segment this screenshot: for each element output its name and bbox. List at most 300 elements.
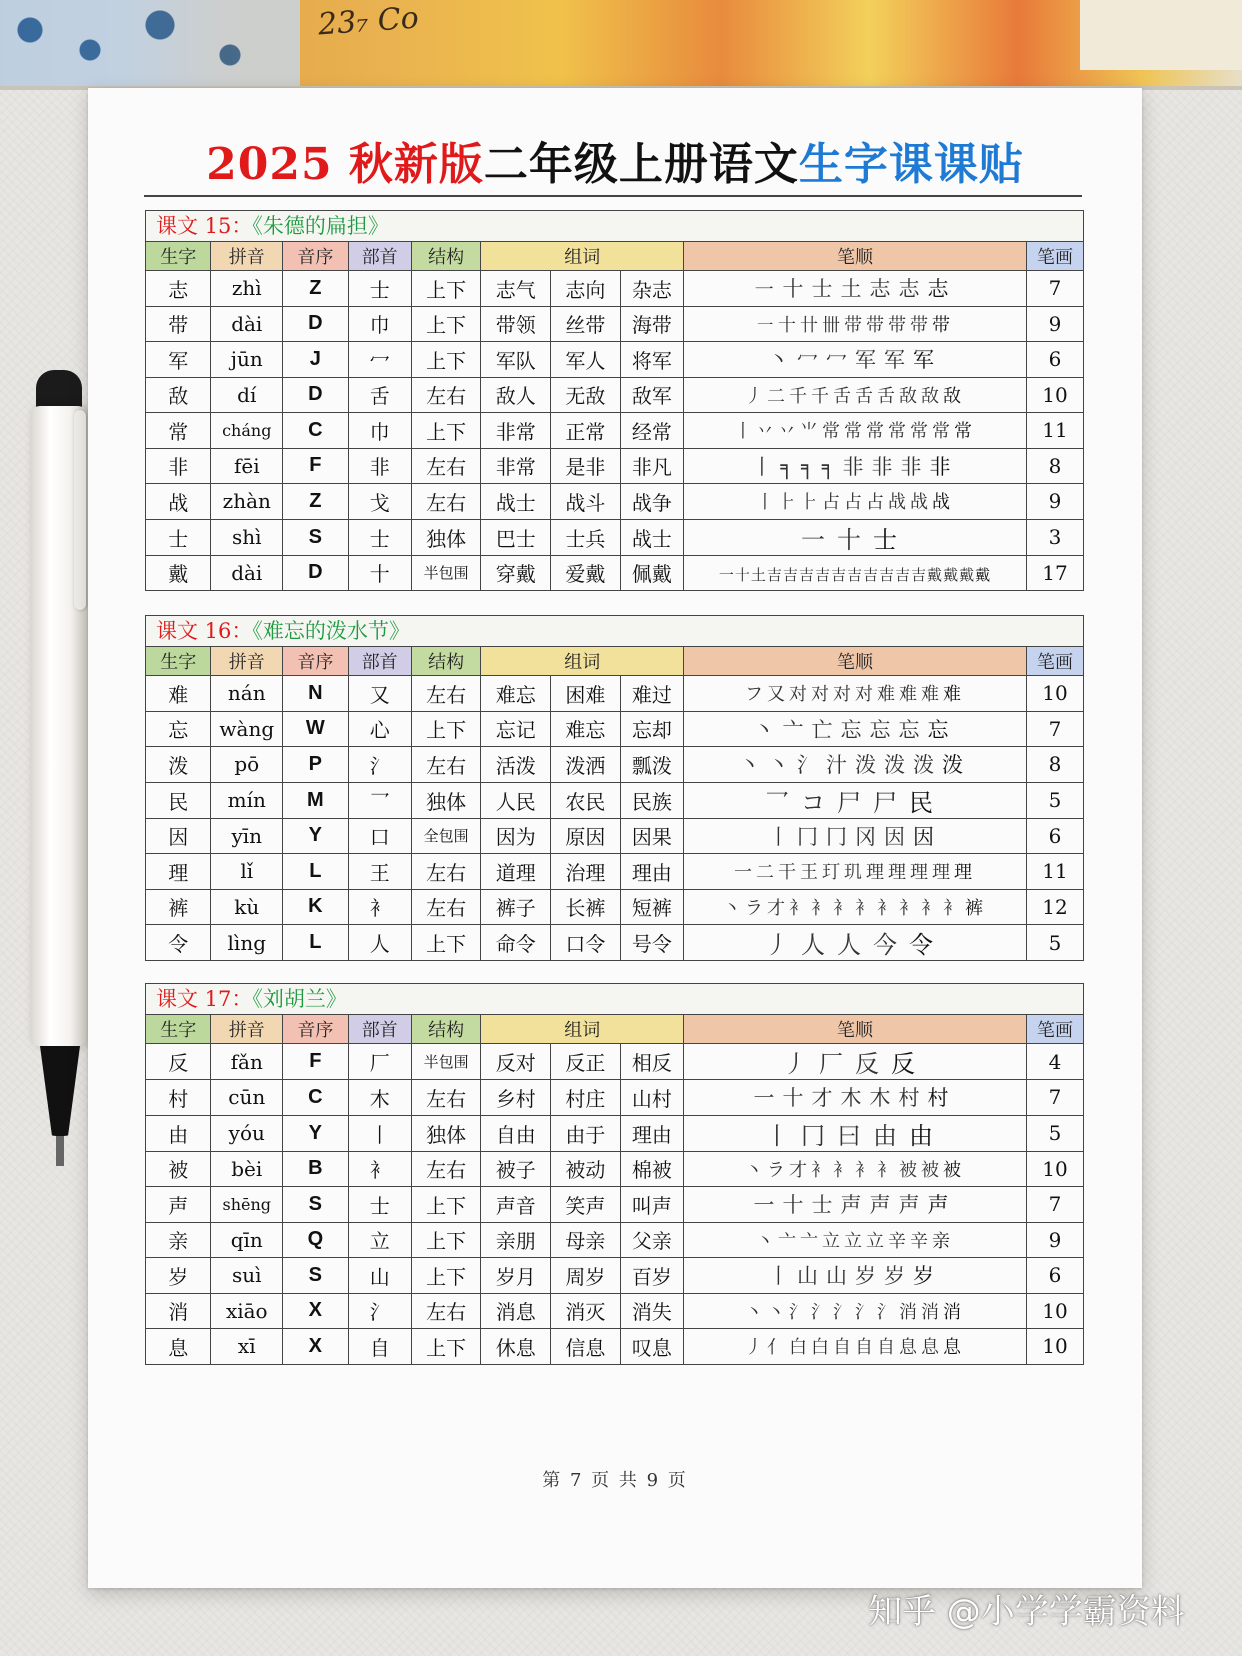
stroke-step: 理: [931, 862, 950, 884]
radical-cell: 十: [348, 555, 411, 591]
stroke-step: 丶: [744, 1301, 763, 1323]
word-cell: 人民: [481, 782, 551, 818]
initial-cell: B: [283, 1151, 348, 1187]
stroke-step: 一: [800, 525, 825, 554]
radical-cell: 王: [348, 854, 411, 890]
table-row: [146, 889, 1084, 925]
pinyin-cell: jūn: [211, 342, 283, 378]
stroke-step: 二: [766, 385, 785, 407]
word-cell: 休息: [481, 1329, 551, 1365]
stroke-step: 衤: [876, 1159, 895, 1181]
stroke-step: 常: [843, 421, 862, 443]
stroke-step: 理: [909, 862, 928, 884]
stroke-step: 衤: [788, 897, 807, 919]
word-cell: 志向: [551, 271, 621, 307]
stroke-step: 吉: [895, 565, 911, 584]
stroke-step: 才: [788, 1159, 807, 1181]
pinyin-cell: lǐ: [211, 854, 283, 890]
stroke-step: 一: [718, 565, 734, 584]
stroke-step: 厂: [818, 1050, 843, 1078]
stroke-order-cell: [684, 1293, 1027, 1329]
word-cell: 自由: [481, 1115, 551, 1151]
word-cell: 活泼: [481, 747, 551, 783]
stroke-step: 志: [927, 277, 949, 302]
character-table: [145, 1014, 1084, 1365]
structure-cell: 左右: [411, 854, 481, 890]
stroke-step: 吉: [814, 565, 830, 584]
stroke-step: 令: [908, 931, 933, 959]
stroke-step: 泼: [854, 753, 876, 778]
stroke-step: フ: [744, 684, 763, 706]
paper-card-decor: [1080, 0, 1242, 70]
stroke-step: 被: [942, 1159, 961, 1181]
column-header-bh: 笔画: [1026, 1015, 1083, 1044]
pinyin-cell: mín: [211, 782, 283, 818]
stroke-step: 又: [766, 684, 785, 706]
stroke-step: 立: [821, 1230, 840, 1252]
stroke-step: 氵: [796, 753, 818, 778]
table-row: [146, 271, 1084, 307]
pinyin-cell: fǎn: [211, 1044, 283, 1080]
stroke-step: 带: [931, 314, 950, 336]
structure-cell: 上下: [411, 1258, 481, 1294]
table-row: [146, 1187, 1084, 1223]
stroke-step: 忘: [898, 717, 920, 742]
column-header-py: 拼音: [211, 242, 283, 271]
stroke-step: 十: [777, 314, 796, 336]
lesson-title: [145, 210, 1084, 241]
stroke-step: 丿: [744, 385, 763, 407]
table-row: [146, 747, 1084, 783]
word-cell: 士兵: [551, 519, 621, 555]
stroke-step: 千: [810, 385, 829, 407]
stroke-step: 干: [777, 862, 796, 884]
column-header-jg: 结构: [411, 242, 481, 271]
structure-cell: 左右: [411, 747, 481, 783]
initial-cell: D: [283, 306, 348, 342]
initial-cell: X: [283, 1329, 348, 1365]
initial-cell: J: [283, 342, 348, 378]
stroke-step: 十: [782, 1086, 804, 1111]
column-header-bs: 部首: [348, 242, 411, 271]
stroke-order-cell: [684, 519, 1027, 555]
stroke-step: 息: [920, 1337, 939, 1359]
structure-cell: 上下: [411, 711, 481, 747]
stroke-step: 泼: [883, 753, 905, 778]
char-cell: 令: [146, 925, 211, 961]
stroke-order-cell: [684, 1080, 1027, 1116]
structure-cell: 左右: [411, 448, 481, 484]
stroke-step: 难: [920, 684, 939, 706]
stroke-step: 亠: [782, 717, 804, 742]
radical-cell: 山: [348, 1258, 411, 1294]
initial-cell: S: [283, 1258, 348, 1294]
stroke-step: 志: [898, 277, 920, 302]
word-cell: 相反: [620, 1044, 683, 1080]
char-cell: 反: [146, 1044, 211, 1080]
stroke-step: 一: [733, 862, 752, 884]
top-photo-strip: [0, 0, 1242, 90]
word-cell: 消失: [620, 1293, 683, 1329]
word-cell: 是非: [551, 448, 621, 484]
column-header-zc: 组词: [481, 1015, 684, 1044]
word-cell: 叹息: [620, 1329, 683, 1365]
stroke-step: 玎: [821, 862, 840, 884]
radical-cell: 又: [348, 676, 411, 712]
stroke-step: 丨: [755, 492, 774, 514]
word-cell: 瓢泼: [620, 747, 683, 783]
lesson-number: 课文 16：: [156, 619, 253, 643]
word-cell: 信息: [551, 1329, 621, 1365]
radical-cell: 立: [348, 1222, 411, 1258]
stroke-step: 敌: [942, 385, 961, 407]
stroke-step: 一: [753, 1193, 775, 1218]
stroke-step: 息: [942, 1337, 961, 1359]
stroke-step: 常: [953, 421, 972, 443]
stroke-step: 丶: [722, 897, 741, 919]
table-row: [146, 484, 1084, 520]
word-cell: 战争: [620, 484, 683, 520]
stroke-step: 常: [887, 421, 906, 443]
stroke-step: 舌: [832, 385, 851, 407]
zhihu-watermark: 知乎 @小学学霸资料: [868, 1592, 1185, 1632]
char-cell: 忘: [146, 711, 211, 747]
stroke-step: 因: [912, 824, 934, 849]
stroke-step: 丿: [764, 931, 789, 959]
column-header-zi: 生字: [146, 1015, 211, 1044]
stroke-step: 冖: [796, 348, 818, 373]
structure-cell: 上下: [411, 413, 481, 449]
word-cell: 命令: [481, 925, 551, 961]
word-cell: 丝带: [551, 306, 621, 342]
lesson-block: [145, 983, 1084, 1365]
pinyin-cell: nán: [211, 676, 283, 712]
column-header-yx: 音序: [283, 647, 348, 676]
stroke-step: 木: [840, 1086, 862, 1111]
stroke-step: 丶: [753, 717, 775, 742]
stroke-step: 吉: [911, 565, 927, 584]
radical-cell: 丨: [348, 1115, 411, 1151]
radical-cell: 口: [348, 818, 411, 854]
word-cell: 难过: [620, 676, 683, 712]
stroke-step: 汁: [825, 753, 847, 778]
stroke-step: 戴: [943, 565, 959, 584]
table-row: [146, 1080, 1084, 1116]
word-cell: 治理: [551, 854, 621, 890]
stroke-step: 戴: [959, 565, 975, 584]
stroke-step: 戴: [927, 565, 943, 584]
initial-cell: S: [283, 519, 348, 555]
pinyin-cell: xī: [211, 1329, 283, 1365]
word-cell: 非常: [481, 448, 551, 484]
stroke-step: 自: [876, 1337, 895, 1359]
pinyin-cell: dí: [211, 377, 283, 413]
stroke-step: 吉: [798, 565, 814, 584]
lesson-title: [145, 615, 1084, 646]
word-cell: 因果: [620, 818, 683, 854]
pinyin-cell: pō: [211, 747, 283, 783]
word-cell: 民族: [620, 782, 683, 818]
column-header-bh: 笔画: [1026, 647, 1083, 676]
word-cell: 难忘: [551, 711, 621, 747]
word-cell: 忘记: [481, 711, 551, 747]
word-cell: 消灭: [551, 1293, 621, 1329]
structure-cell: 上下: [411, 1187, 481, 1223]
stroke-step: 带: [887, 314, 906, 336]
stroke-step: 丷: [755, 421, 774, 443]
word-cell: 岁月: [481, 1258, 551, 1294]
stroke-step: 非: [871, 454, 893, 479]
table-row: [146, 342, 1084, 378]
lesson-title: [145, 983, 1084, 1014]
lesson-block: [145, 210, 1084, 591]
stroke-step: 亲: [931, 1230, 950, 1252]
structure-cell: 独体: [411, 782, 481, 818]
word-cell: 敌人: [481, 377, 551, 413]
stroke-step: 衤: [854, 1159, 873, 1181]
word-cell: 战士: [620, 519, 683, 555]
radical-cell: 士: [348, 271, 411, 307]
stroke-count-cell: 7: [1026, 1187, 1083, 1223]
word-cell: 巴士: [481, 519, 551, 555]
column-header-bs: 部首: [348, 647, 411, 676]
word-cell: 理由: [620, 854, 683, 890]
char-cell: 村: [146, 1080, 211, 1116]
stroke-step: 丨: [733, 421, 752, 443]
word-cell: 笑声: [551, 1187, 621, 1223]
stroke-count-cell: 8: [1026, 747, 1083, 783]
stroke-order-cell: [684, 1151, 1027, 1187]
structure-cell: 左右: [411, 1151, 481, 1187]
stroke-count-cell: 10: [1026, 676, 1083, 712]
stroke-step: ㇐: [755, 314, 774, 336]
stroke-step: 白: [788, 1337, 807, 1359]
page-number: 第 7 页 共 9 页: [542, 1470, 688, 1491]
structure-cell: 独体: [411, 1115, 481, 1151]
stroke-step: 丨: [764, 1121, 789, 1150]
stroke-order-cell: [684, 377, 1027, 413]
stroke-step: ⺊: [799, 492, 818, 514]
stroke-count-cell: 7: [1026, 1080, 1083, 1116]
word-cell: 军人: [551, 342, 621, 378]
word-cell: 忘却: [620, 711, 683, 747]
stroke-step: 才: [811, 1086, 833, 1111]
structure-cell: 左右: [411, 377, 481, 413]
pinyin-cell: yīn: [211, 818, 283, 854]
table-row: [146, 1293, 1084, 1329]
column-header-jg: 结构: [411, 647, 481, 676]
stroke-step: 带: [865, 314, 884, 336]
stroke-order-cell: [684, 1187, 1027, 1223]
stroke-order-cell: [684, 306, 1027, 342]
pinyin-cell: shēng: [211, 1187, 283, 1223]
stroke-count-cell: 8: [1026, 448, 1083, 484]
word-cell: 声音: [481, 1187, 551, 1223]
word-cell: 消息: [481, 1293, 551, 1329]
word-cell: 佩戴: [620, 555, 683, 591]
stroke-step: ╕: [801, 454, 814, 479]
title-divider: [144, 195, 1082, 197]
stroke-count-cell: 10: [1026, 1293, 1083, 1329]
column-header-zc: 组词: [481, 647, 684, 676]
pinyin-cell: yóu: [211, 1115, 283, 1151]
table-row: [146, 448, 1084, 484]
char-cell: 由: [146, 1115, 211, 1151]
stroke-step: ラ: [766, 1159, 785, 1181]
pinyin-cell: lìng: [211, 925, 283, 961]
stroke-count-cell: 6: [1026, 1258, 1083, 1294]
stroke-step: 衤: [832, 897, 851, 919]
pen-clip: [74, 410, 86, 610]
stroke-step: 辛: [887, 1230, 906, 1252]
stroke-order-cell: [684, 676, 1027, 712]
table-row: [146, 306, 1084, 342]
pinyin-cell: suì: [211, 1258, 283, 1294]
word-cell: 村庄: [551, 1080, 621, 1116]
stroke-step: 土: [840, 277, 862, 302]
char-cell: 难: [146, 676, 211, 712]
word-cell: 长裤: [551, 889, 621, 925]
stroke-step: 氵: [788, 1301, 807, 1323]
pinyin-cell: zhàn: [211, 484, 283, 520]
stroke-step: 敌: [898, 385, 917, 407]
table-row: [146, 1222, 1084, 1258]
radical-cell: 巾: [348, 306, 411, 342]
table-row: [146, 555, 1084, 591]
table-row: [146, 1258, 1084, 1294]
strip-handwriting: 23₇ Co: [316, 0, 420, 43]
stroke-step: 舌: [876, 385, 895, 407]
stroke-step: 难: [898, 684, 917, 706]
table-row: [146, 377, 1084, 413]
stroke-step: 理: [953, 862, 972, 884]
stroke-step: 自: [854, 1337, 873, 1359]
stroke-step: 丶: [766, 1301, 785, 1323]
table-row: [146, 711, 1084, 747]
initial-cell: C: [283, 413, 348, 449]
stroke-step: 尸: [872, 788, 897, 817]
stroke-step: 衤: [854, 897, 873, 919]
stroke-step: 常: [909, 421, 928, 443]
char-cell: 战: [146, 484, 211, 520]
structure-cell: 左右: [411, 889, 481, 925]
word-cell: 战士: [481, 484, 551, 520]
stroke-step: 丨: [767, 1264, 789, 1289]
word-cell: 理由: [620, 1115, 683, 1151]
initial-cell: K: [283, 889, 348, 925]
radical-cell: 士: [348, 1187, 411, 1223]
stroke-step: 冖: [825, 348, 847, 373]
stroke-step: 非: [900, 454, 922, 479]
stroke-step: 志: [869, 277, 891, 302]
pinyin-cell: cūn: [211, 1080, 283, 1116]
stroke-count-cell: 5: [1026, 1115, 1083, 1151]
pinyin-cell: fēi: [211, 448, 283, 484]
stroke-step: 吉: [862, 565, 878, 584]
stroke-step: 由: [908, 1121, 933, 1150]
stroke-step: 亠: [799, 1230, 818, 1252]
char-cell: 消: [146, 1293, 211, 1329]
stroke-step: 戴: [975, 565, 991, 584]
char-cell: 被: [146, 1151, 211, 1187]
stroke-step: ⺊: [777, 492, 796, 514]
word-cell: 杂志: [620, 271, 683, 307]
stroke-step: 声: [869, 1193, 891, 1218]
pinyin-cell: qīn: [211, 1222, 283, 1258]
stroke-step: 岁: [854, 1264, 876, 1289]
stroke-step: 丶: [744, 1159, 763, 1181]
stroke-count-cell: 4: [1026, 1044, 1083, 1080]
stroke-step: 忘: [840, 717, 862, 742]
stroke-step: 难: [942, 684, 961, 706]
stroke-step: 村: [898, 1086, 920, 1111]
structure-cell: 半包围: [411, 555, 481, 591]
stroke-step: 氵: [832, 1301, 851, 1323]
initial-cell: C: [283, 1080, 348, 1116]
radical-cell: 戈: [348, 484, 411, 520]
stroke-order-cell: [684, 1044, 1027, 1080]
structure-cell: 上下: [411, 1222, 481, 1258]
stroke-step: 冂: [825, 824, 847, 849]
structure-cell: 上下: [411, 925, 481, 961]
word-cell: 被子: [481, 1151, 551, 1187]
stroke-count-cell: 9: [1026, 484, 1083, 520]
initial-cell: X: [283, 1293, 348, 1329]
word-cell: 非常: [481, 413, 551, 449]
column-header-zi: 生字: [146, 647, 211, 676]
stroke-count-cell: 6: [1026, 342, 1083, 378]
stroke-step: 土: [750, 565, 766, 584]
stroke-step: 衤: [898, 897, 917, 919]
table-header-row: [146, 647, 1084, 676]
structure-cell: 左右: [411, 676, 481, 712]
stroke-step: 息: [898, 1337, 917, 1359]
stroke-step: 吉: [846, 565, 862, 584]
word-cell: 军队: [481, 342, 551, 378]
stroke-step: 玑: [843, 862, 862, 884]
stroke-order-cell: [684, 448, 1027, 484]
initial-cell: Y: [283, 818, 348, 854]
initial-cell: Y: [283, 1115, 348, 1151]
stroke-step: 山: [796, 1264, 818, 1289]
table-row: [146, 782, 1084, 818]
stroke-step: 反: [854, 1050, 879, 1078]
stroke-step: 吉: [782, 565, 798, 584]
stroke-step: 冈: [854, 824, 876, 849]
radical-cell: 心: [348, 711, 411, 747]
stroke-step: 岁: [912, 1264, 934, 1289]
stroke-step: 由: [872, 1121, 897, 1150]
stroke-count-cell: 10: [1026, 377, 1083, 413]
word-cell: 周岁: [551, 1258, 621, 1294]
stroke-count-cell: 17: [1026, 555, 1083, 591]
stroke-count-cell: 5: [1026, 782, 1083, 818]
radical-cell: 非: [348, 448, 411, 484]
word-cell: 号令: [620, 925, 683, 961]
word-cell: 叫声: [620, 1187, 683, 1223]
stroke-step: 占: [865, 492, 884, 514]
table-row: [146, 1329, 1084, 1365]
stroke-step: 常: [931, 421, 950, 443]
word-cell: 泼洒: [551, 747, 621, 783]
word-cell: 父亲: [620, 1222, 683, 1258]
stroke-step: ⺌: [799, 421, 818, 443]
stroke-step: 裤: [964, 897, 983, 919]
stroke-step: 丶: [738, 753, 760, 778]
word-cell: 带领: [481, 306, 551, 342]
title-grade: 二年级上册语文: [483, 139, 799, 190]
char-cell: 志: [146, 271, 211, 307]
